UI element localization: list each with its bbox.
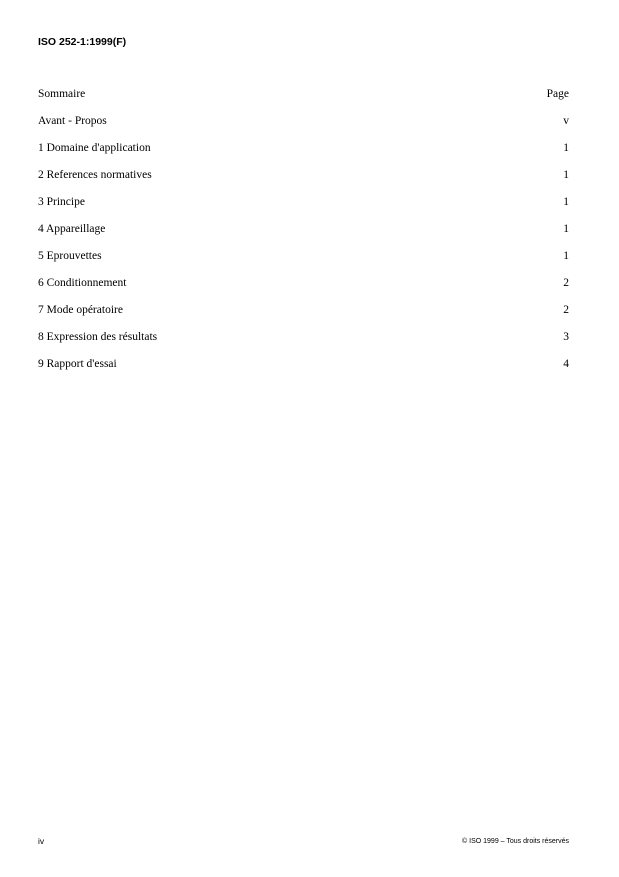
- toc-heading-page: Page: [546, 88, 569, 100]
- toc-entry-label: 1 Domaine d'application: [38, 142, 151, 154]
- toc-entry: [38, 250, 569, 277]
- document-id: ISO 252-1:1999(F): [38, 36, 127, 48]
- toc-entry: [38, 331, 569, 358]
- toc-heading-label: Sommaire: [38, 88, 86, 100]
- toc-entry-label: 5 Eprouvettes: [38, 250, 102, 262]
- toc-entry-label: 2 References normatives: [38, 169, 152, 181]
- toc-entry: [38, 115, 569, 142]
- toc-heading: [38, 88, 569, 115]
- toc-entry-page: 3: [563, 331, 569, 343]
- toc-entry-page: 2: [563, 304, 569, 316]
- toc-entry: [38, 277, 569, 304]
- toc-entry-label: 8 Expression des résultats: [38, 331, 158, 343]
- footer-copyright: © ISO 1999 – Tous droits réservés: [462, 838, 569, 845]
- toc-entry-page: 4: [563, 358, 569, 370]
- toc-entry-page: 1: [563, 196, 569, 208]
- toc-entry: [38, 304, 569, 331]
- toc-entry-page: 1: [563, 250, 569, 262]
- toc-entry-page: 1: [563, 142, 569, 154]
- toc-entry-page: v: [563, 115, 569, 127]
- toc-entry: [38, 142, 569, 169]
- toc-entry-label: 9 Rapport d'essai: [38, 358, 117, 370]
- toc-entry-page: 1: [563, 169, 569, 181]
- toc-entry: [38, 196, 569, 223]
- toc-entry-page: 1: [563, 223, 569, 235]
- toc-entry: [38, 223, 569, 250]
- toc-entry-label: 3 Principe: [38, 196, 85, 208]
- table-of-contents: [38, 88, 569, 385]
- footer-page-number: iv: [38, 836, 45, 846]
- toc-entry-label: 6 Conditionnement: [38, 277, 127, 289]
- toc-entry-label: 7 Mode opératoire: [38, 304, 123, 316]
- toc-entry-page: 2: [563, 277, 569, 289]
- toc-entry-label: Avant - Propos: [38, 115, 107, 127]
- toc-entry: [38, 169, 569, 196]
- toc-entry: [38, 358, 569, 385]
- toc-entry-label: 4 Appareillage: [38, 223, 106, 235]
